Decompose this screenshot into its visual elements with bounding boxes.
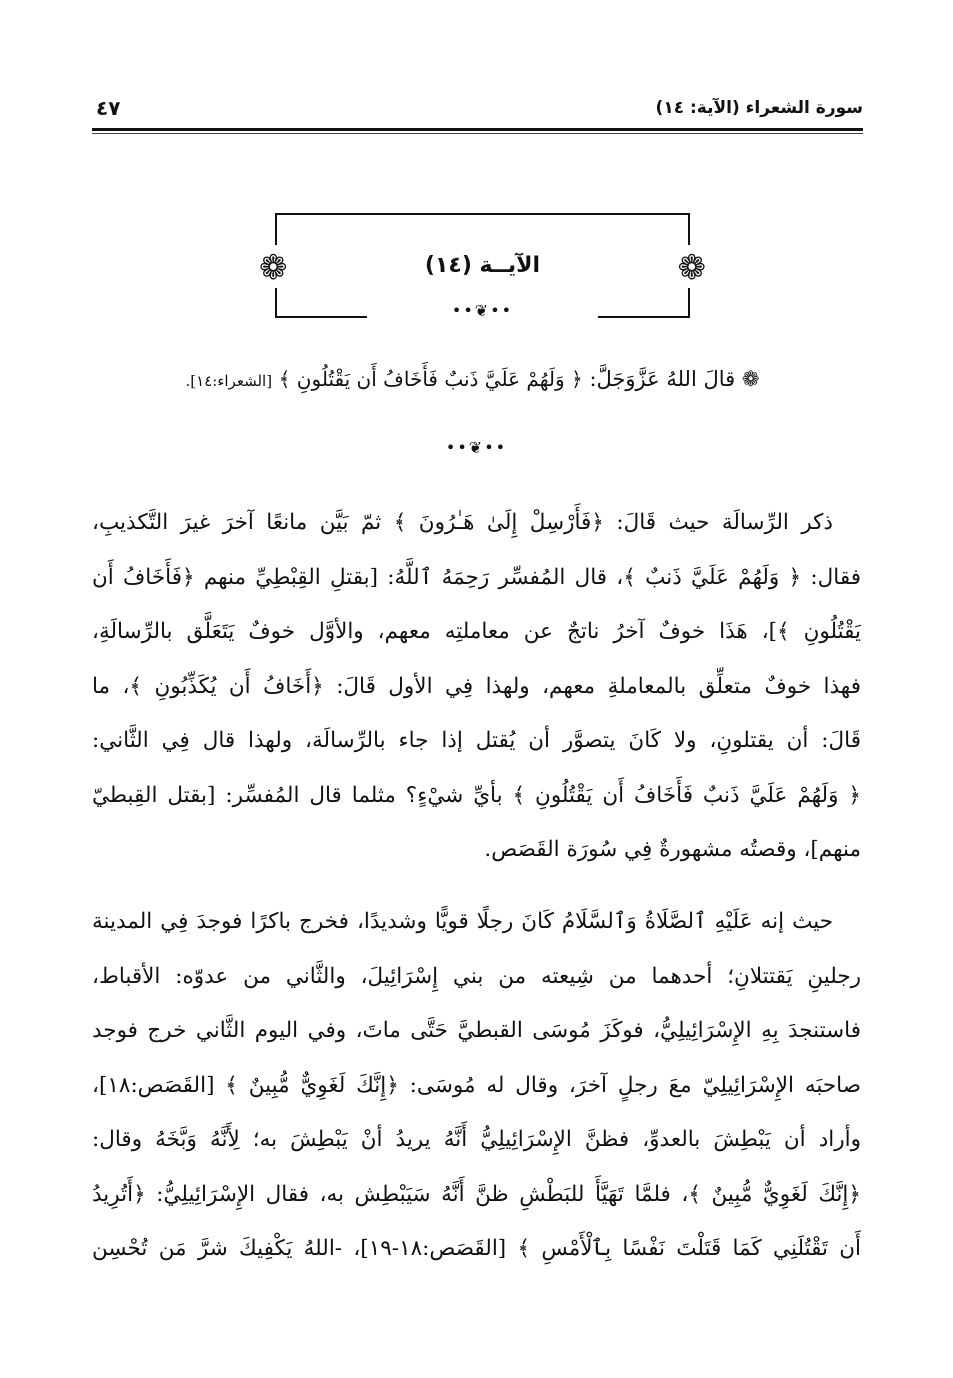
- ornament-knot-icon: ❁: [677, 248, 706, 288]
- section-title: الآيــة (١٤): [424, 253, 541, 278]
- text-line: حيث إنه عَلَيْهِ ٱلصَّلَاةُ وَٱلسَّلَامُ كَانَ رجلًا قويًّا وشديدًا، فخرج باكرًا فوجدَ فِي المدينة: [92, 909, 833, 934]
- ornament-divider: ••❦••: [445, 438, 508, 457]
- text-line: رجلينِ يَقتتلانِ؛ أحدهما من شِيعته من بني إِسْرَائِيلَ، والثَّاني من عدوّه: الأقباط،: [92, 963, 861, 989]
- running-header: [96, 96, 863, 126]
- verse-intro: قالَ اللهُ عَزَّوَجَلَّ:: [589, 367, 736, 391]
- ornament-knot-icon: ❁: [259, 248, 288, 288]
- text-line: يَقْتُلُونِ ﴾]، هَذَا خوفٌ آخرُ ناتجٌ عن معاملتِه معهم، والأوَّل خوفٌ يَتَعَلَّق بالرِّسالَةِ،: [92, 619, 861, 644]
- ornament-divider: ••❦••: [451, 301, 514, 320]
- section-heading-frame: [259, 213, 706, 320]
- text-line: ﴿إِنَّكَ لَغَوِيٌّ مُّبِينٌ ﴾، فلمَّا تَهَيَّأَ للبَطْشِ ظنَّ أَنَّهُ سَيَبْطِش به، فقال الإِسْرَائِيلِيُّ: ﴿أَتُرِيدُ: [92, 1181, 861, 1207]
- text-line: أَن تَقْتُلَنِي كَمَا قَتَلْتَ نَفْسًا بِٱلْأَمْسِ ﴾ [القَصَص:١٨-١٩]، -اللهُ يَكْفِيكَ شرَّ مَن تُحْسِن: [92, 1236, 861, 1261]
- text-line: وأراد أن يَبْطِشَ بالعدوِّ، فظنَّ الإِسْرَائِيلِيُّ أَنَّهُ يريدُ أنْ يَبْطِشَ به؛ لِأَنَّهُ وَبَّخَهُ وقال:: [92, 1127, 861, 1152]
- header-title: سورة الشعراء (الآية: ١٤): [655, 98, 863, 118]
- page-number: ٤٧: [96, 96, 121, 120]
- text-line: منهم]، وقصتُه مشهورةٌ فِي سُورَة القَصَص.: [484, 837, 861, 862]
- text-line: ﴿ وَلَهُمْ عَلَيَّ ذَنبٌ فَأَخَافُ أَن يَقْتُلُونِ ﴾ بأيِّ شيْءٍ؟ مثلما قال المُفسِّر: [بقتل القِبطيّ: [92, 782, 861, 808]
- verse-reference: [الشعراء:١٤].: [185, 372, 273, 390]
- text-line: صاحبَه الإِسْرَائِيلِيّ معَ رجلٍ آخرَ، وقال له مُوسَى: ﴿إِنَّكَ لَغَوِيٌّ مُّبِينٌ ﴾ [القَصَص:١٨]،: [92, 1072, 861, 1098]
- paragraph-1: [92, 496, 861, 878]
- text-line: فهذا خوفٌ متعلِّق بالمعاملةِ معهم، ولهذا فِي الأول قَالَ: ﴿أَخَافُ أَن يُكَذِّبُونِ ﴾، ما: [92, 673, 861, 699]
- verse-line: [92, 367, 853, 391]
- paragraph-2: [92, 895, 861, 1277]
- text-line: فاستنجدَ بِهِ الإِسْرَائِيلِيُّ، فوكَزَ مُوسَى القبطيَّ حَتَّى ماتَ، وفي اليوم الثَّاني خرج فوجد: [92, 1018, 861, 1043]
- text-line: فقال: ﴿ وَلَهُمْ عَلَيَّ ذَنبٌ ﴾، قال المُفسِّر رَحِمَهُ ٱللَّهُ: [بقتلِ القِبْطِيِّ منهم ﴿فَأَخَافُ أَن: [92, 564, 861, 590]
- flower-marker-icon: ❁: [741, 367, 760, 391]
- header-rule: [92, 128, 863, 131]
- quran-verse: ﴿ وَلَهُمْ عَلَيَّ ذَنبٌ فَأَخَافُ أَن يَقْتُلُونِ ﴾: [278, 367, 583, 391]
- header-rule-thin: [92, 133, 863, 134]
- text-line: ذكر الرِّسالَة حيث قَالَ: ﴿فَأَرْسِلْ إِلَىٰ هَـٰرُونَ ﴾ ثمّ بَيَّن مانعًا آخرَ غيرَ التَّكذيبِ،: [92, 510, 833, 535]
- text-line: قَالَ: أن يقتلونِ، ولا كَانَ يتصوَّر أن يُقتل إذا جاء بالرِّسالَة، ولهذا قال فِي الثَّاني:: [92, 728, 861, 753]
